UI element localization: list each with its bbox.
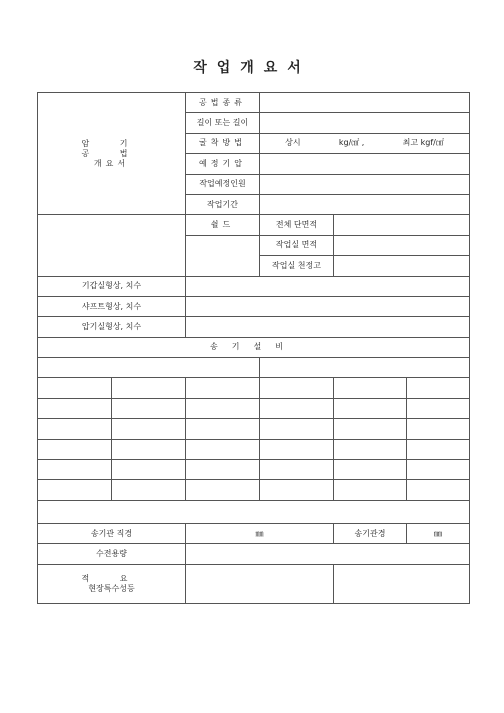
- work-period-label: 작업기간: [186, 194, 260, 214]
- equipment-cell[interactable]: [38, 398, 112, 418]
- equipment-cell[interactable]: [112, 460, 186, 480]
- equipment-cell[interactable]: [112, 398, 186, 418]
- notes-label-line: 현장특수성등: [88, 583, 135, 593]
- ceiling-height-label: 작업실 천정고: [260, 256, 334, 276]
- shield-value-cell[interactable]: [186, 235, 260, 276]
- length-field[interactable]: [260, 113, 470, 133]
- equipment-cell[interactable]: [260, 419, 334, 439]
- equipment-cell[interactable]: [186, 378, 260, 398]
- equipment-cell[interactable]: [260, 480, 334, 500]
- equipment-cell[interactable]: [38, 419, 112, 439]
- equipment-cell[interactable]: [186, 419, 260, 439]
- equipment-cell[interactable]: [334, 460, 407, 480]
- length-label: 길이 또는 길이: [186, 113, 260, 133]
- pressure-unit-2: kgf/㎠: [420, 138, 444, 148]
- air-supply-equipment-header: 송기설비: [38, 337, 470, 357]
- equipment-cell[interactable]: [38, 480, 112, 500]
- method-type-field[interactable]: [260, 93, 470, 113]
- equipment-cell[interactable]: [407, 439, 470, 459]
- equipment-cell[interactable]: [112, 480, 186, 500]
- total-area-label: 전체 단면적: [260, 215, 334, 235]
- equipment-cell[interactable]: [260, 398, 334, 418]
- power-capacity-field[interactable]: [186, 544, 470, 564]
- planned-pressure-field[interactable]: [260, 154, 470, 174]
- shaft-shape-field[interactable]: [186, 296, 470, 316]
- notes-label-line: 적 요: [81, 573, 142, 583]
- unit-mm: ㎜: [255, 528, 264, 538]
- equipment-cell[interactable]: [260, 378, 334, 398]
- equipment-cell[interactable]: [38, 460, 112, 480]
- planned-pressure-label: 예정기압: [186, 154, 260, 174]
- notes-label: [38, 564, 186, 603]
- shield-blank-cell: [38, 215, 186, 276]
- notes-field-left[interactable]: [186, 564, 334, 603]
- equipment-cell[interactable]: [260, 460, 334, 480]
- overview-label-line: 개요서: [93, 158, 130, 168]
- pressure-unit-1: kg/㎠ ,: [338, 138, 365, 148]
- overview-side-label: [38, 93, 186, 215]
- overview-label-line: 공 법: [81, 148, 142, 158]
- work-room-area-label: 작업실 면적: [260, 235, 334, 255]
- equipment-cell[interactable]: [407, 460, 470, 480]
- chamber-shape-field[interactable]: [186, 276, 470, 296]
- equipment-cell[interactable]: [407, 398, 470, 418]
- equipment-cell[interactable]: [334, 419, 407, 439]
- equipment-subheader-right[interactable]: [260, 358, 470, 378]
- equipment-cell[interactable]: [112, 419, 186, 439]
- equipment-cell[interactable]: [186, 439, 260, 459]
- equipment-cell[interactable]: [407, 378, 470, 398]
- air-line-diameter-field[interactable]: [186, 523, 334, 543]
- notes-field-right[interactable]: [334, 564, 470, 603]
- ceiling-height-field[interactable]: [334, 256, 470, 276]
- planned-workers-field[interactable]: [260, 174, 470, 194]
- equipment-cell[interactable]: [186, 460, 260, 480]
- excavation-method-label: 굴착방법: [186, 133, 260, 153]
- equipment-cell[interactable]: [112, 439, 186, 459]
- work-overview-table: [37, 92, 470, 604]
- equipment-cell[interactable]: [334, 398, 407, 418]
- equipment-cell[interactable]: [38, 439, 112, 459]
- equipment-cell[interactable]: [334, 439, 407, 459]
- work-period-field[interactable]: [260, 194, 470, 214]
- pressure-room-shape-field[interactable]: [186, 317, 470, 337]
- shield-label: 쉴드: [186, 215, 260, 235]
- air-line-length-field[interactable]: [407, 523, 470, 543]
- pressure-field[interactable]: [260, 133, 470, 153]
- overview-label-line: 암 기: [81, 138, 142, 148]
- air-line-length-label: 송기관경: [334, 523, 407, 543]
- page-title: 작업개요서: [193, 60, 311, 76]
- air-line-diameter-label: 송기관 직경: [38, 523, 186, 543]
- pressure-max-label: 최고: [402, 138, 419, 148]
- unit-mm: ㎜: [434, 528, 442, 538]
- power-capacity-label: 수전용량: [38, 544, 186, 564]
- work-room-area-field[interactable]: [334, 235, 470, 255]
- equipment-cell[interactable]: [186, 480, 260, 500]
- equipment-cell[interactable]: [334, 378, 407, 398]
- shaft-shape-label: 샤프트형상, 치수: [38, 296, 186, 316]
- equipment-cell[interactable]: [186, 398, 260, 418]
- equipment-subheader-left[interactable]: [38, 358, 260, 378]
- equipment-cell[interactable]: [38, 378, 112, 398]
- equipment-cell[interactable]: [334, 480, 407, 500]
- total-area-field[interactable]: [334, 215, 470, 235]
- equipment-notes-row[interactable]: [38, 500, 470, 523]
- chamber-shape-label: 기갑실형상, 치수: [38, 276, 186, 296]
- pressure-normal-label: 상시: [285, 138, 301, 148]
- planned-workers-label: 작업예정인원: [186, 174, 260, 194]
- equipment-cell[interactable]: [112, 378, 186, 398]
- equipment-cell[interactable]: [407, 480, 470, 500]
- equipment-cell[interactable]: [260, 439, 334, 459]
- pressure-room-shape-label: 압기실형상, 치수: [38, 317, 186, 337]
- method-type-label: 공법종류: [186, 93, 260, 113]
- equipment-cell[interactable]: [407, 419, 470, 439]
